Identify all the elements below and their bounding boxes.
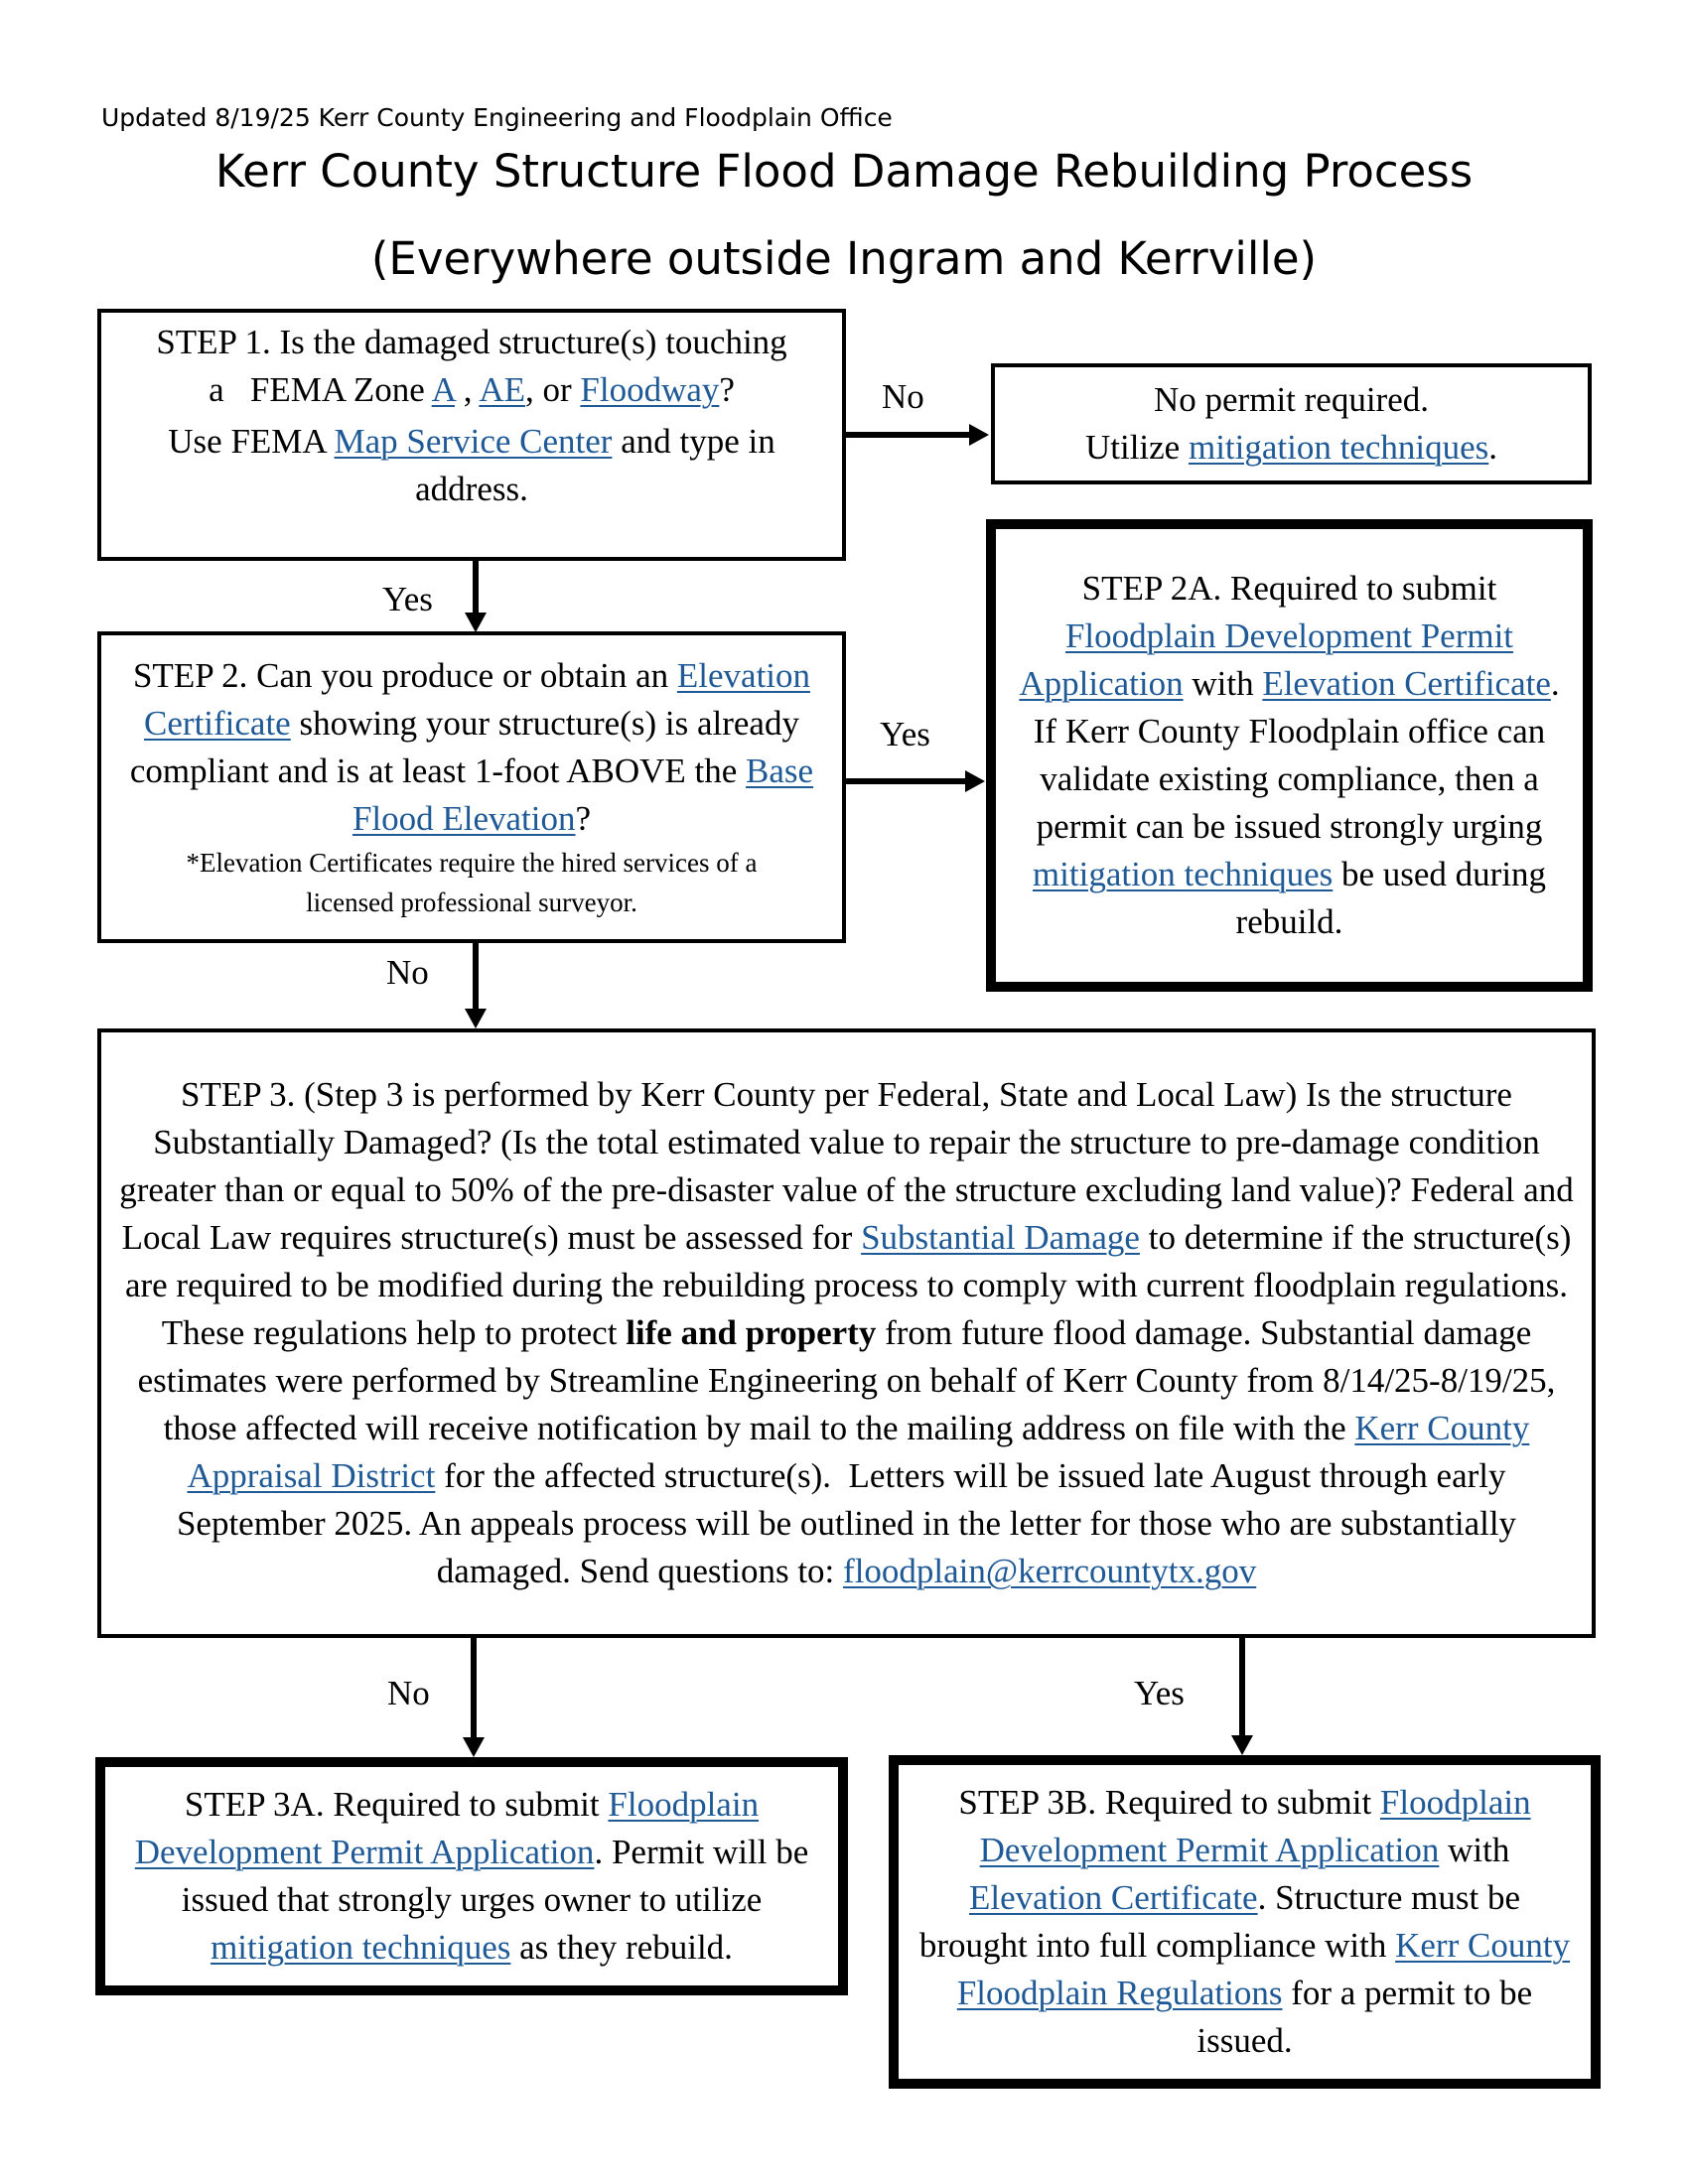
- link-floodplain-development-permit-application[interactable]: Floodplain Development Permit Application: [979, 1783, 1531, 1869]
- link-elevation-certificate[interactable]: Elevation Certificate: [969, 1878, 1258, 1917]
- page-subtitle: (Everywhere outside Ingram and Kerrville): [370, 232, 1318, 285]
- arrow-down-icon: [1231, 1735, 1253, 1755]
- step1-question: STEP 1. Is the damaged structure(s) touching a FEMA Zone A , AE, or Floodway?: [156, 323, 787, 409]
- step1-instruction: Use FEMA Map Service Center and type in address.: [168, 422, 775, 508]
- page-title: Kerr County Structure Flood Damage Rebuilding Process: [214, 145, 1474, 198]
- link-mitigation-techniques[interactable]: mitigation techniques: [1032, 855, 1334, 893]
- link-mitigation-techniques[interactable]: mitigation techniques: [211, 1928, 511, 1967]
- connector-step2-step3: [473, 943, 479, 1011]
- step2-footnote: *Elevation Certificates require the hired services of a licensed professional surveyor.: [186, 848, 758, 917]
- label-step2-no: No: [386, 953, 429, 992]
- arrow-right-icon: [969, 424, 989, 446]
- step2-question: STEP 2. Can you produce or obtain an Elevation Certificate showing your structure(s) is already compliant and is at least 1-foot ABOVE the Base Flood Elevation?: [129, 656, 814, 838]
- label-step1-no: No: [882, 377, 924, 416]
- connector-step1-step2: [473, 561, 479, 614]
- step2a-box: STEP 2A. Required to submit Floodplain Development Permit Application with Elevation Certificate. If Kerr County Floodplain office can validate existing compliance, then a permit can be issued strongly urging mitigation techniques be used during rebuild.: [986, 519, 1593, 992]
- link-substantial-damage[interactable]: Substantial Damage: [861, 1218, 1140, 1257]
- arrow-down-icon: [465, 1009, 487, 1028]
- step3b-box: STEP 3B. Required to submit Floodplain Development Permit Application with Elevation Certificate. Structure must be brought into full compliance with Kerr County Floodplain Regulations for a permit to be issued.: [889, 1755, 1601, 2089]
- link-kerr-county-appraisal-district[interactable]: Kerr County Appraisal District: [187, 1409, 1530, 1495]
- arrow-down-icon: [463, 1737, 485, 1757]
- link-base-flood-elevation[interactable]: Base Flood Elevation: [352, 751, 814, 838]
- connector-step1-no: [846, 432, 973, 438]
- link-floodway[interactable]: Floodway: [580, 370, 720, 409]
- step3a-box: STEP 3A. Required to submit Floodplain Development Permit Application. Permit will be issued that strongly urges owner to utilize mitigation techniques as they rebuild.: [95, 1757, 848, 1995]
- link-mitigation-techniques[interactable]: mitigation techniques: [1188, 428, 1489, 467]
- link-kerr-county-floodplain-regulations[interactable]: Kerr County Floodplain Regulations: [956, 1926, 1571, 2012]
- updated-note: Updated 8/19/25 Kerr County Engineering and Floodplain Office: [101, 103, 893, 132]
- step3-box: STEP 3. (Step 3 is performed by Kerr County per Federal, State and Local Law) Is the structure Substantially Damaged? (Is the total estimated value to repair the structure to pre-damage condition greater than or equal to 50% of the pre-disaster value of the structure excluding land value)? Federal and Local Law requires structure(s) must be assessed for Substantial Damage to determine if the structure(s) are required to be modified during the rebuilding process to comply with current floodplain regulations. These regulations help to protect life and property from future flood damage. Substantial damage estimates were performed by Streamline Engineering on behalf of Kerr County from 8/14/25-8/19/25, those affected will receive notification by mail to the mailing address on file with the Kerr County Appraisal District for the affected structure(s). Letters will be issued late August through early September 2025. An appeals process will be outlined in the letter for those who are substantially damaged. Send questions to: floodplain@kerrcountytx.gov: [97, 1028, 1596, 1638]
- link-email-floodplain[interactable]: floodplain@kerrcountytx.gov: [843, 1552, 1257, 1590]
- arrow-right-icon: [965, 770, 985, 792]
- link-zone-a[interactable]: A: [431, 370, 455, 409]
- step2-box: [97, 631, 846, 943]
- no-permit-box: No permit required. Utilize mitigation techniques.: [991, 363, 1592, 484]
- connector-step2-step2a: [846, 778, 967, 784]
- link-floodplain-development-permit-application[interactable]: Floodplain Development Permit Application: [134, 1785, 760, 1871]
- label-step3-yes: Yes: [1134, 1674, 1185, 1712]
- arrow-down-icon: [465, 613, 487, 632]
- link-elevation-certificate[interactable]: Elevation Certificate: [1262, 664, 1551, 703]
- link-floodplain-development-permit-application[interactable]: Floodplain Development Permit Application: [1019, 616, 1514, 703]
- label-step3-no: No: [387, 1674, 430, 1712]
- connector-step3-step3a: [471, 1638, 477, 1739]
- connector-step3-step3b: [1239, 1638, 1245, 1737]
- link-elevation-certificate[interactable]: Elevation Certificate: [144, 656, 811, 743]
- label-step1-yes: Yes: [382, 580, 433, 618]
- label-step2-yes: Yes: [880, 715, 930, 753]
- step1-box: [97, 309, 846, 561]
- link-map-service-center[interactable]: Map Service Center: [334, 422, 613, 461]
- link-zone-ae[interactable]: AE: [479, 370, 525, 409]
